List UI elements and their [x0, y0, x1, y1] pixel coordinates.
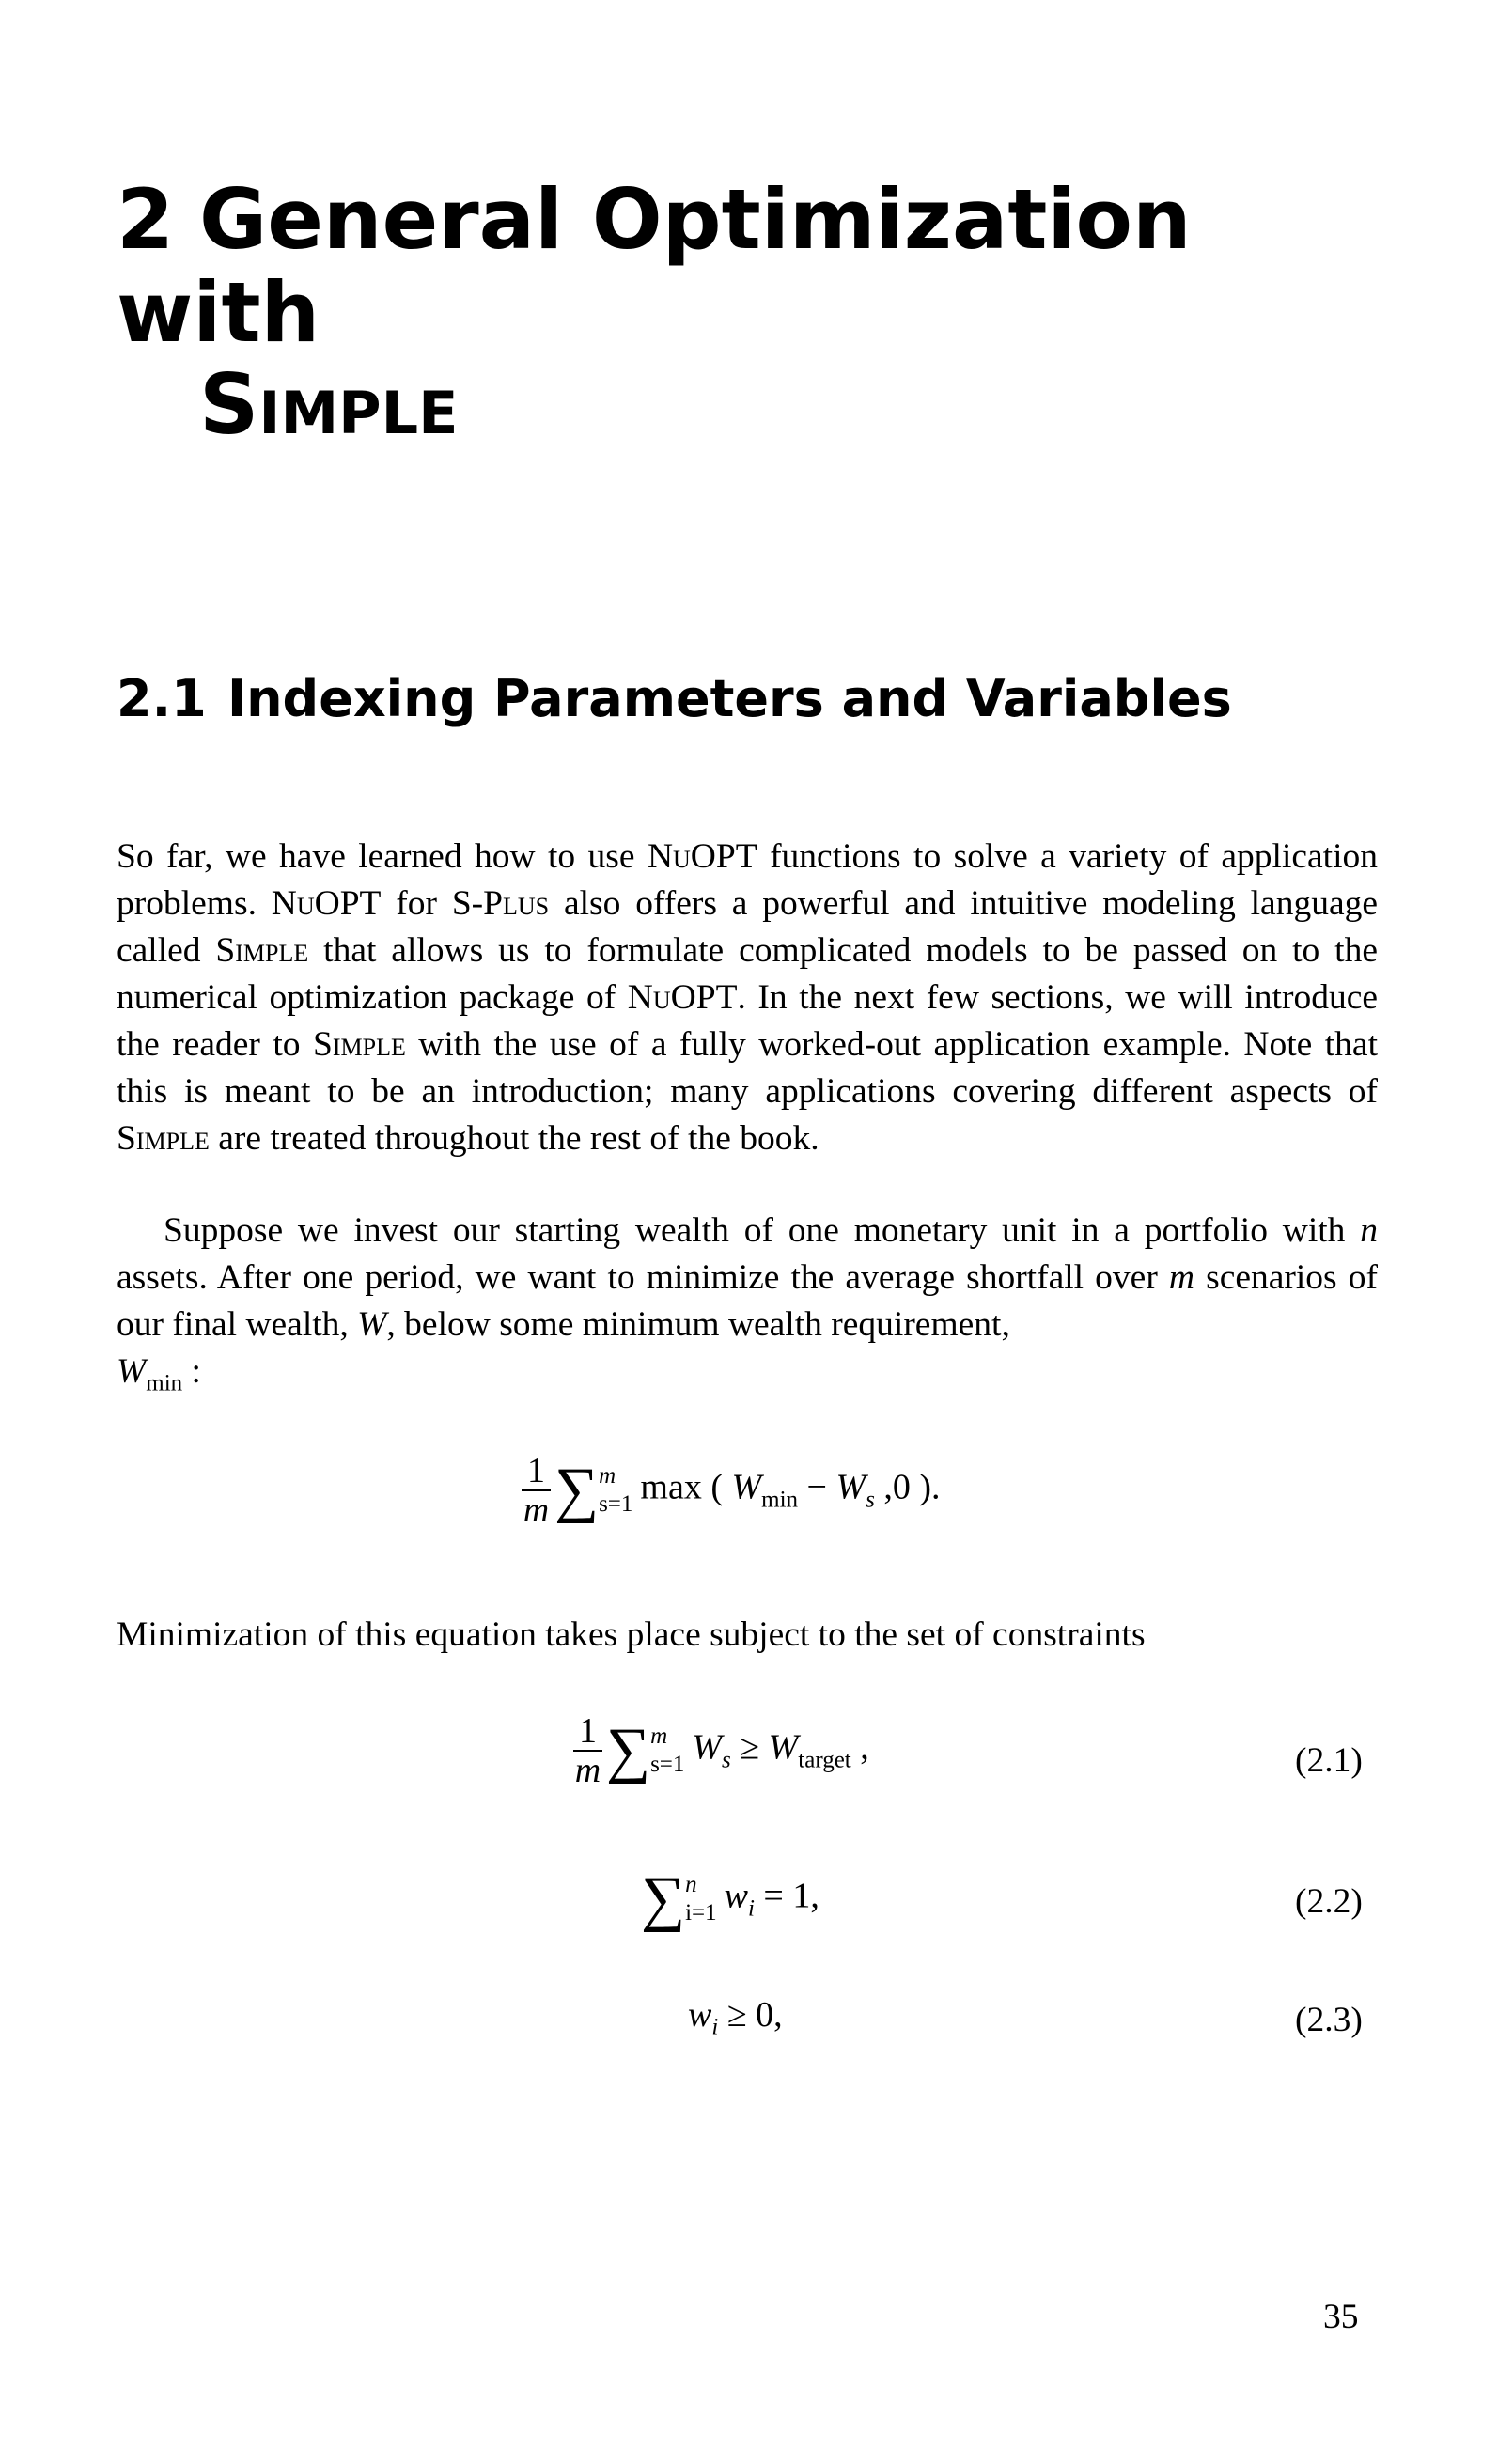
- sum-symbol: ∑: [641, 1864, 686, 1933]
- sum-symbol: ∑: [554, 1456, 600, 1524]
- equation-2-2: ∑ n i=1 $w_i = 1$,: [641, 1864, 819, 1933]
- equation-2-1: $\frac{1}{m}$ ∑ m s=1 $W_s \ge W_{target}$ ,: [574, 1711, 869, 1790]
- product-name: NuOPT: [647, 837, 757, 876]
- section-number: 2.1: [117, 669, 207, 728]
- variable-n: n: [1360, 1211, 1378, 1250]
- variable-m: m: [1168, 1258, 1195, 1297]
- equation-label: (2.1): [1295, 1741, 1363, 1780]
- paragraph-intro: So far, we have learned how to use NuOPT functions to solve a variety of application problems. NuOPT for S-Plus also offers a powerful and intuitive modeling language called Simple that allows us to formulate complicated models to be passed on to the numerical optimization package of NuOPT. In the next few sections, we will introduce the reader to Simple with the use of a fully worked-out application example. Note that this is meant to be an introduction; many applications covering different aspects of Simple are treated throughout the rest of the book.: [117, 837, 1378, 1158]
- sum-symbol: ∑: [606, 1716, 651, 1785]
- product-name: Simple: [313, 1025, 406, 1064]
- product-name: S-Plus: [451, 884, 550, 923]
- equation-2-3: $w_i \ge 0$,: [688, 1995, 783, 2040]
- sum-limits: m s=1: [599, 1463, 633, 1517]
- paragraph-constraints: Minimization of this equation takes place subject to the set of constraints: [117, 1615, 1146, 1654]
- fraction: $\frac{1}{m}$: [523, 1451, 550, 1530]
- chapter-title: [117, 171, 1338, 454]
- chapter-number: 2: [117, 171, 175, 268]
- page-number: 35: [1323, 2298, 1359, 2336]
- product-name: NuOPT: [627, 978, 738, 1017]
- fraction: $\frac{1}{m}$: [574, 1711, 601, 1790]
- product-name: Simple: [215, 931, 309, 970]
- sum-limits: m s=1: [650, 1723, 685, 1777]
- sum-limits: n i=1: [685, 1872, 717, 1926]
- variable-w: W: [357, 1305, 387, 1344]
- paragraph-problem: Suppose we invest our starting wealth of one monetary unit in a portfolio with n assets. After one period, we want to minimize the average shortfall over m scenarios of our final wealth, W, below some minimum wealth requirement, $W_{min}$ :: [117, 1211, 1378, 1396]
- section-title: Indexing Parameters and Variables: [227, 669, 1232, 728]
- equation-label: (2.3): [1295, 2001, 1363, 2039]
- variable-wmin: W: [117, 1352, 147, 1391]
- chapter-title-line1: General Optimization with: [117, 171, 1192, 361]
- section-heading: [117, 669, 1338, 730]
- product-name: Simple: [117, 1119, 210, 1158]
- equation-label: (2.2): [1295, 1882, 1363, 1921]
- product-name: NuOPT: [271, 884, 382, 923]
- chapter-title-line2: Simple: [199, 356, 459, 454]
- objective-formula: $\frac{1}{m}$ ∑ m s=1 max ( $W_{min} - W_s$ ,0 ).: [523, 1451, 941, 1530]
